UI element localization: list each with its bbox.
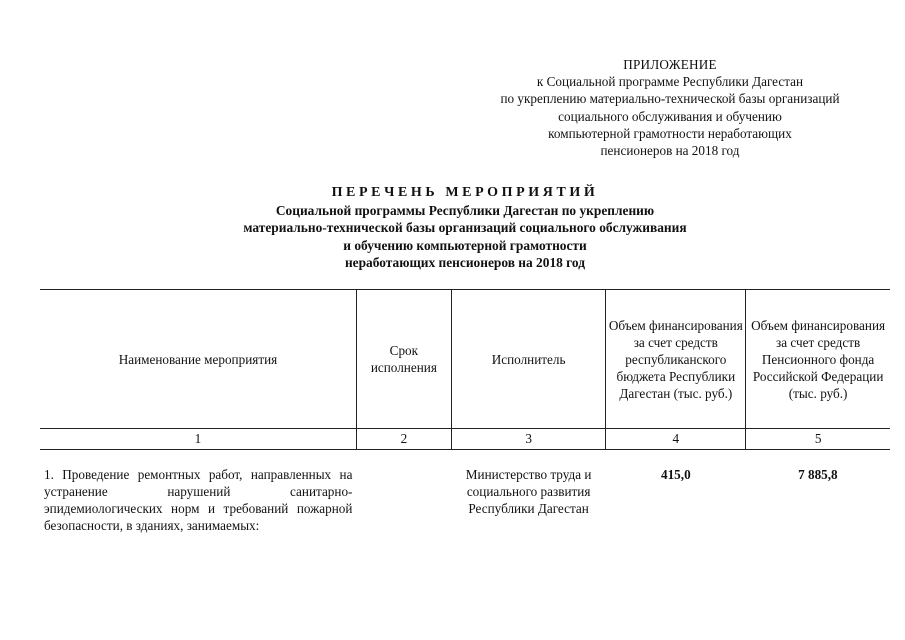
appendix-line: к Социальной программе Республики Дагестан bbox=[536, 74, 804, 90]
title-line: и обучению компьютерной грамотности bbox=[343, 237, 587, 253]
appendix-line: пенсионеров на 2018 год bbox=[600, 143, 740, 159]
header-name: Наименование мероприятия bbox=[40, 290, 356, 429]
appendix-line: социального обслуживания и обучению bbox=[558, 108, 782, 124]
column-number-row bbox=[40, 429, 890, 450]
title-line: неработающих пенсионеров на 2018 год bbox=[344, 255, 586, 271]
spacer-row bbox=[40, 450, 890, 467]
measures-table bbox=[40, 289, 890, 534]
header-term: Срок исполнения bbox=[356, 290, 451, 429]
column-number: 3 bbox=[451, 429, 606, 450]
appendix-line: компьютерной грамотности неработающих bbox=[548, 125, 792, 141]
measure-name: 1. Проведение ремонтных работ, направленных на устранение нарушений санитарно-эпидемиологических норм и требований пожарной безопасности, в зданиях, занимаемых: bbox=[44, 467, 353, 533]
column-number: 4 bbox=[606, 429, 746, 450]
measure-pension-fund: 7 885,8 bbox=[798, 467, 838, 482]
header-executor: Исполнитель bbox=[451, 290, 606, 429]
column-number: 2 bbox=[356, 429, 451, 450]
appendix-block bbox=[455, 56, 885, 159]
title-main: ПЕРЕЧЕНЬ МЕРОПРИЯТИЙ bbox=[331, 185, 599, 200]
column-number: 1 bbox=[40, 429, 356, 450]
table-header-row bbox=[40, 290, 890, 429]
measure-executor: Министерство труда и социального развития Республики Дагестан bbox=[465, 467, 592, 516]
appendix-heading: ПРИЛОЖЕНИЕ bbox=[623, 57, 717, 72]
column-number: 5 bbox=[746, 429, 890, 450]
appendix-line: по укреплению материально-технической базы организаций bbox=[500, 91, 840, 107]
measure-term bbox=[356, 466, 451, 534]
header-pension-fund: Объем финансирования за счет средств Пенсионного фонда Российской Федерации (тыс. руб.) bbox=[746, 290, 890, 429]
table-row bbox=[40, 466, 890, 534]
header-regional-budget: Объем финансирования за счет средств республиканского бюджета Республики Дагестан (тыс. руб.) bbox=[606, 290, 746, 429]
measure-regional-budget: 415,0 bbox=[660, 467, 691, 482]
title-line: материально-технической базы организаций социального обслуживания bbox=[243, 220, 687, 236]
document-title bbox=[120, 184, 810, 272]
title-line: Социальной программы Республики Дагестан по укреплению bbox=[275, 202, 655, 218]
